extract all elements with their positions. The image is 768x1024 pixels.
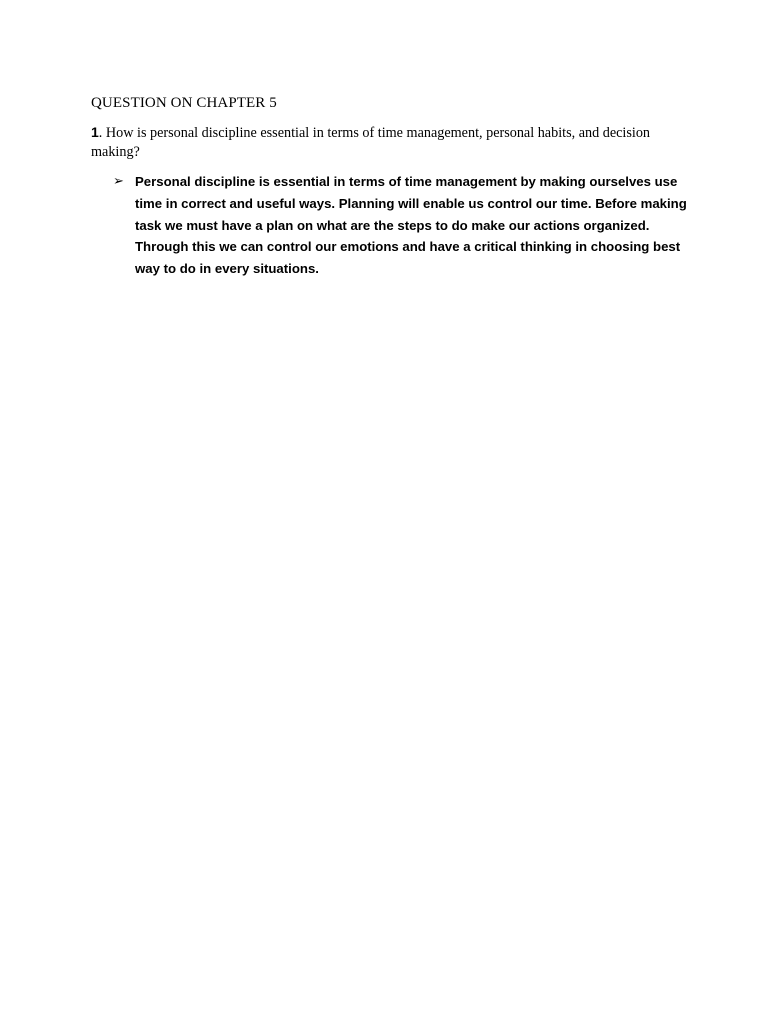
question-text: . How is personal discipline essential in terms of time management, personal habits, and decision making? bbox=[91, 125, 651, 160]
chapter-heading: QUESTION ON CHAPTER 5 bbox=[91, 95, 277, 111]
arrowhead-bullet-icon: ➢ bbox=[113, 174, 124, 189]
question-1 bbox=[91, 123, 651, 162]
answer-text: Personal discipline is essential in terms of time management by making ourselves use time in correct and useful ways. Planning will enable us control our time. Before making task we must have a plan on what are the steps to do make our actions organized. Through this we can control our emotions and have a critical thinking in choosing best way to do in every situations. bbox=[135, 174, 687, 277]
question-number: 1 bbox=[91, 124, 99, 140]
